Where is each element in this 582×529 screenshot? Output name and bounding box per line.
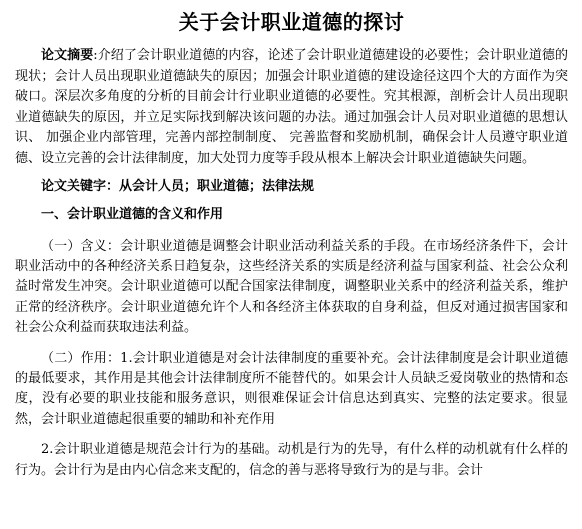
abstract-text: :介绍了会计职业道德的内容，论述了会计职业道德建设的必要性；会计职业道德的现状；会计人员出现职业道德缺失的原因；加强会计职业道德的建设途径这四个大的方面作为突破口。深层次多角度的分析的目前会计行业职业道德的必要性。究其根源，剖析会计人员出现职业道德缺失的原因，并立足实际找到解决该问题的办法。通过加强会计人员对职业道德的思想认识、 加强企业内部管理，完善内部控制制度、 完善监督和奖励机制，确保会计人员遵守职业道德、设立完善的会计法律制度，加大处罚力度等手段从根本上解决会计职业道德缺失问题。 bbox=[15, 48, 568, 166]
keywords-label: 论文关键字： bbox=[41, 178, 120, 194]
body-paragraph-definition: （一）含义：会计职业道德是调整会计职业活动利益关系的手段。在市场经济条件下，会计职业活动中的各种经济关系日趋复杂，这些经济关系的实质是经济利益与国家利益、社会公众利益时常发生冲突。会计职业道德可以配合国家法律制度，调整职业关系中的经济利益关系，维护正常的经济秩序。会计职业道德允许个人和各经济主体获取的自身利益，但反对通过损害国家和社会公众利益而获取违法利益。 bbox=[15, 238, 568, 336]
body-paragraph-function: （二）作用：1.会计职业道德是对会计法律制度的重要补充。会计法律制度是会计职业道德的最低要求，其作用是其他会计法律制度所不能替代的。如果会计人员缺乏爱岗敬业的热情和态度，没有必要的职业技能和服务意识，则很难保证会计信息达到真实、完整的法定要求。很显然，会计职业道德起很重要的辅助和补充作用 bbox=[15, 350, 568, 427]
body-paragraph-behavior: 2.会计职业道德是规范会计行为的基础。动机是行为的先导，有什么样的动机就有什么样的行为。会计行为是由内心信念来支配的，信念的善与恶将导致行为的是与非。会计 bbox=[15, 442, 568, 478]
keywords-line bbox=[41, 177, 568, 197]
keywords-text: 从会计人员；职业道德；法律法规 bbox=[119, 178, 315, 194]
document-title: 关于会计职业道德的探讨 bbox=[178, 10, 405, 34]
abstract-label: 论文摘要 bbox=[41, 48, 94, 63]
section-heading: 一、会计职业道德的含义和作用 bbox=[41, 206, 224, 222]
abstract-paragraph bbox=[15, 46, 568, 170]
